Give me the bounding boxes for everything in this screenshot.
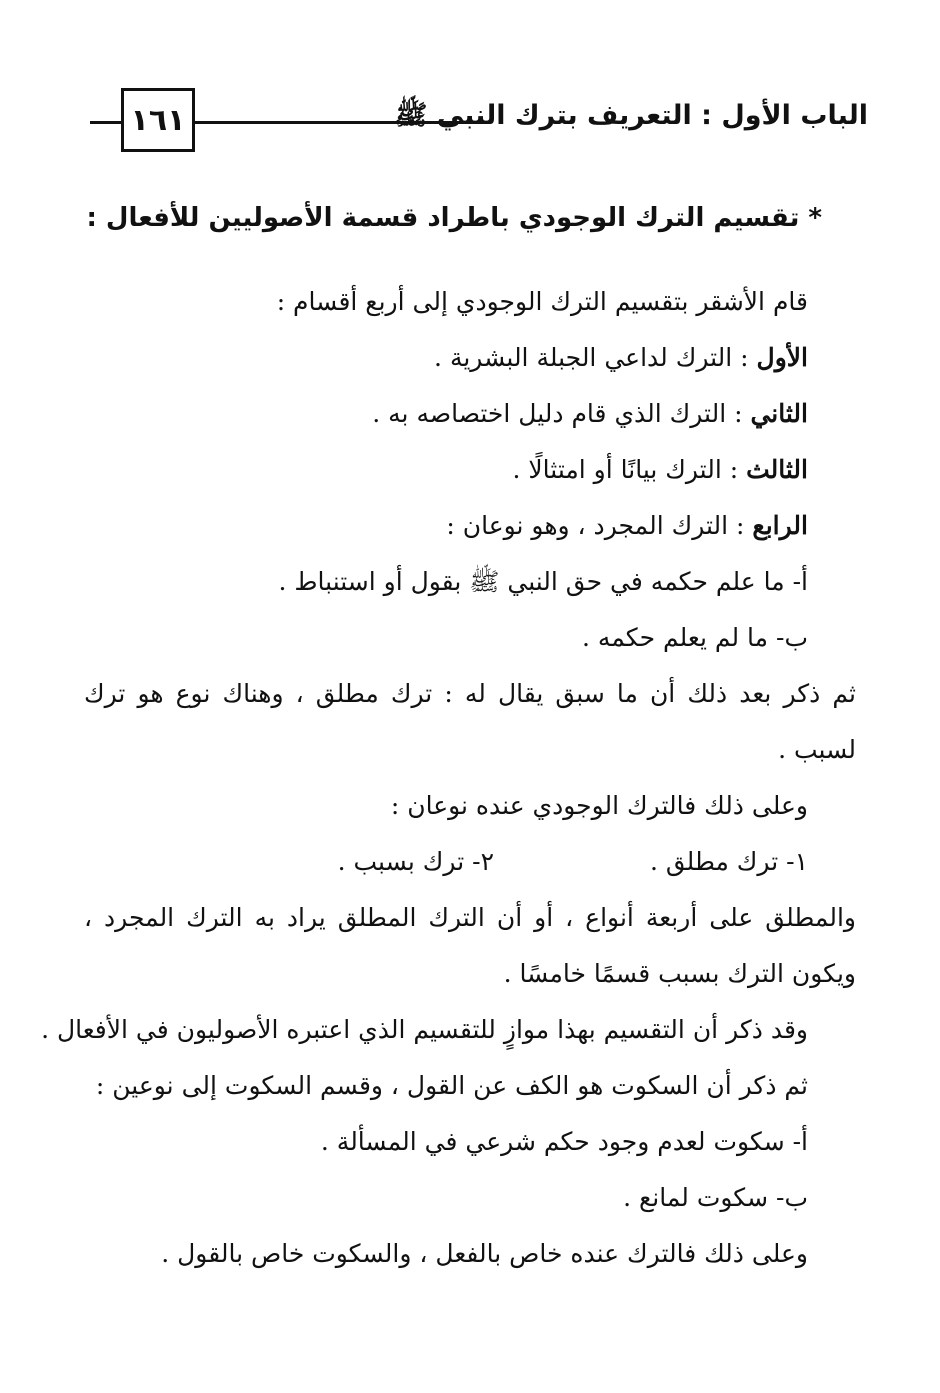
item-label: الأول xyxy=(756,343,808,372)
item-third xyxy=(513,450,808,490)
item-first xyxy=(434,338,808,378)
item-text: : الترك المجرد ، وهو نوعان : xyxy=(446,511,753,540)
sub-item-b: ب- ما لم يعلم حكمه . xyxy=(582,623,808,652)
conclusion-line: وعلى ذلك فالترك عنده خاص بالفعل ، والسكوت خاص بالقول . xyxy=(161,1239,808,1268)
section-heading: * تقسيم الترك الوجودي باطراد قسمة الأصوليين للأفعال : xyxy=(86,203,822,233)
paragraph-1-line-1: ثم ذكر بعد ذلك أن ما سبق يقال له : ترك مطلق ، وهناك نوع هو ترك xyxy=(84,679,856,708)
item-label: الثالث xyxy=(746,455,808,484)
sub-item-a: أ- ما علم حكمه في حق النبي ﷺ بقول أو استنباط . xyxy=(278,567,808,596)
type-with-cause: ٢- ترك بسبب . xyxy=(337,847,494,876)
item-label: الثاني xyxy=(750,399,808,428)
paragraph-3-line-1: والمطلق على أربعة أنواع ، أو أن الترك المطلق يراد به الترك المجرد ، xyxy=(84,903,856,932)
item-fourth xyxy=(446,506,808,546)
paragraph-1-line-2: لسبب . xyxy=(778,735,856,764)
paragraph-3-line-2: ويكون الترك بسبب قسمًا خامسًا . xyxy=(503,959,856,988)
page-number: ١٦١ xyxy=(130,102,186,138)
silence-item-a: أ- سكوت لعدم وجود حكم شرعي في المسألة . xyxy=(320,1127,808,1156)
page-number-box xyxy=(121,88,195,152)
type-absolute: ١- ترك مطلق . xyxy=(649,847,808,876)
item-text: : الترك الذي قام دليل اختصاصه به . xyxy=(372,399,751,428)
item-text: : الترك بيانًا أو امتثالًا . xyxy=(512,455,747,484)
paragraph-4: وقد ذكر أن التقسيم بهذا موازٍ للتقسيم الذي اعتبره الأصوليون في الأفعال . xyxy=(41,1015,808,1044)
paragraph-5: ثم ذكر أن السكوت هو الكف عن القول ، وقسم السكوت إلى نوعين : xyxy=(95,1071,808,1100)
intro-line: قام الأشقر بتقسيم الترك الوجودي إلى أربع أقسام : xyxy=(276,287,808,316)
silence-item-b: ب- سكوت لمانع . xyxy=(623,1183,808,1212)
item-second xyxy=(372,394,808,434)
item-text: : الترك لداعي الجبلة البشرية . xyxy=(434,343,757,372)
running-title: الباب الأول : التعريف بترك النبي ﷺ xyxy=(394,100,868,131)
header-rule-left xyxy=(90,121,121,124)
item-label: الرابع xyxy=(752,511,808,540)
paragraph-2: وعلى ذلك فالترك الوجودي عنده نوعان : xyxy=(390,791,808,820)
